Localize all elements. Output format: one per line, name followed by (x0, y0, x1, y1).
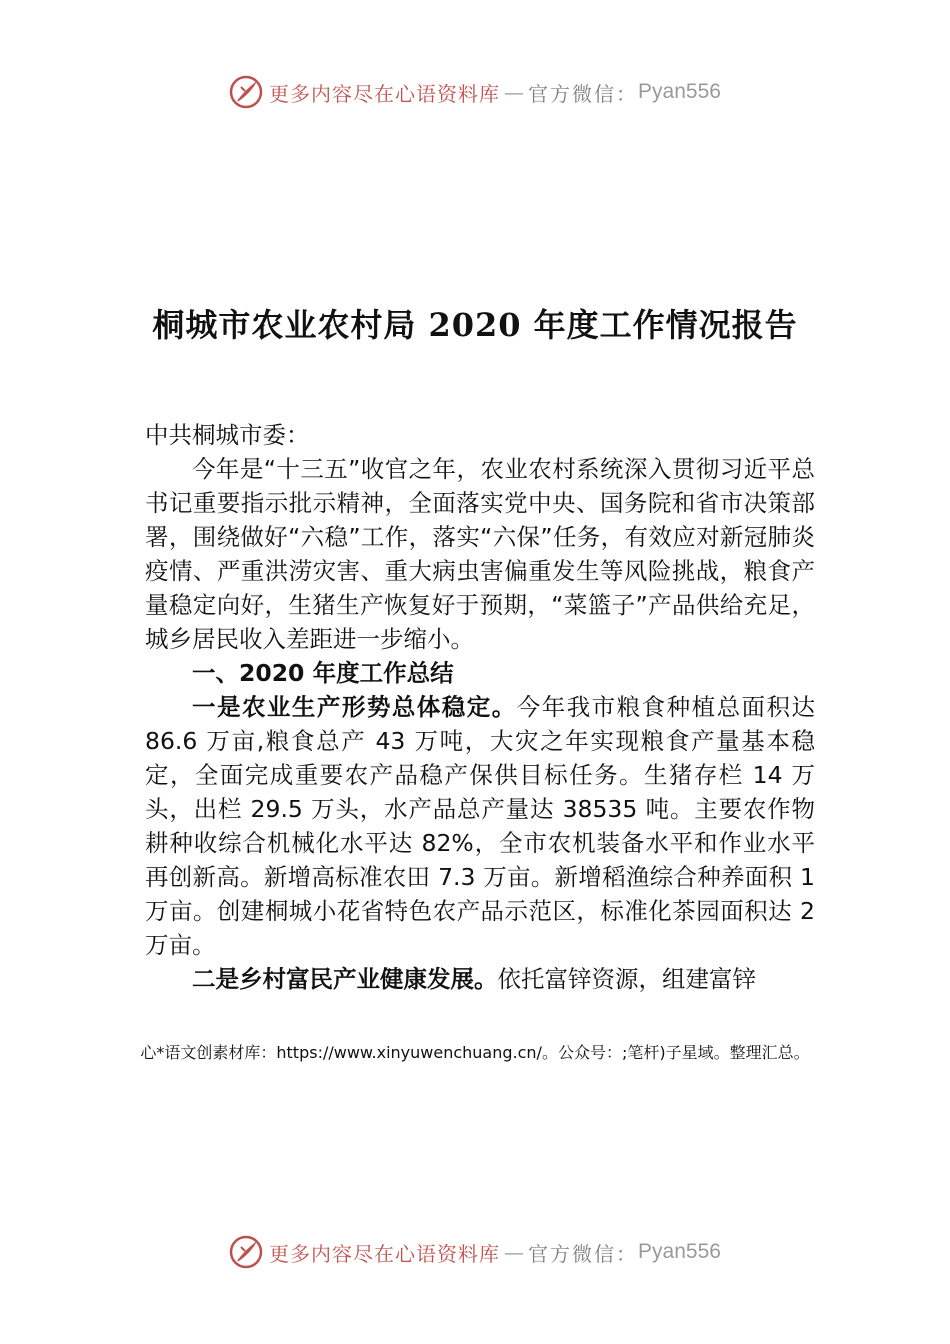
quill-logo-icon (229, 1235, 263, 1269)
banner-handle: Pyan556 (638, 1240, 721, 1263)
banner-label: 官方微信： (528, 81, 639, 106)
banner-label: 官方微信： (528, 1241, 639, 1266)
banner-separator: — (504, 1240, 525, 1264)
footer-note: 心*语文创素材库：https://www.xinyuwenchuang.cn/。公众号：;笔杆)子星域。整理汇总。 (140, 1043, 810, 1062)
paragraph-2-lead: 二是乡村富民产业健康发展。 (192, 965, 498, 993)
paragraph-1 (145, 690, 815, 962)
paragraph-1-lead: 一是农业生产形势总体稳定。 (192, 693, 517, 721)
header-banner (0, 72, 950, 112)
banner-text: 更多内容尽在心语资料库 (269, 81, 501, 106)
banner-handle: Pyan556 (638, 80, 721, 103)
intro-paragraph: 今年是“十三五”收官之年，农业农村系统深入贯彻习近平总书记重要指示批示精神，全面落实党中央、国务院和省市决策部署，围绕做好“六稳”工作，落实“六保”任务，有效应对新冠肺炎疫情、严重洪涝灾害、重大病虫害偏重发生等风险挑战，粮食产量稳定向好，生猪生产恢复好于预期，“菜篮子”产品供给充足，城乡居民收入差距进一步缩小。 (145, 455, 815, 653)
banner-separator: — (504, 80, 525, 104)
document-title: 桐城市农业农村局 2020 年度工作情况报告 (152, 306, 798, 344)
salutation: 中共桐城市委： (145, 421, 310, 449)
footer-banner (0, 1232, 950, 1272)
paragraph-2-text: 依托富锌资源，组建富锌 (497, 965, 756, 993)
paragraph-1-text: 今年我市粮食种植总面积达 86.6 万亩,粮食总产 43 万吨，大灾之年实现粮食产量基本稳定，全面完成重要农产品稳产保供目标任务。生猪存栏 14 万头，出栏 29.5 万头，水产品总产量达 38535 吨。主要农作物耕种收综合机械化水平达 82%，全市农机装备水平和作业水平再创新高。新增高标准农田 7.3 万亩。新增稻渔综合种养面积 1 万亩。创建桐城小花省特色农产品示范区，标准化茶园面积达 2 万亩。 (145, 693, 816, 959)
document-body (145, 418, 815, 996)
paragraph-2 (145, 962, 815, 996)
section-heading: 一、2020 年度工作总结 (192, 659, 454, 687)
quill-logo-icon (229, 75, 263, 109)
banner-text: 更多内容尽在心语资料库 (269, 1241, 501, 1266)
